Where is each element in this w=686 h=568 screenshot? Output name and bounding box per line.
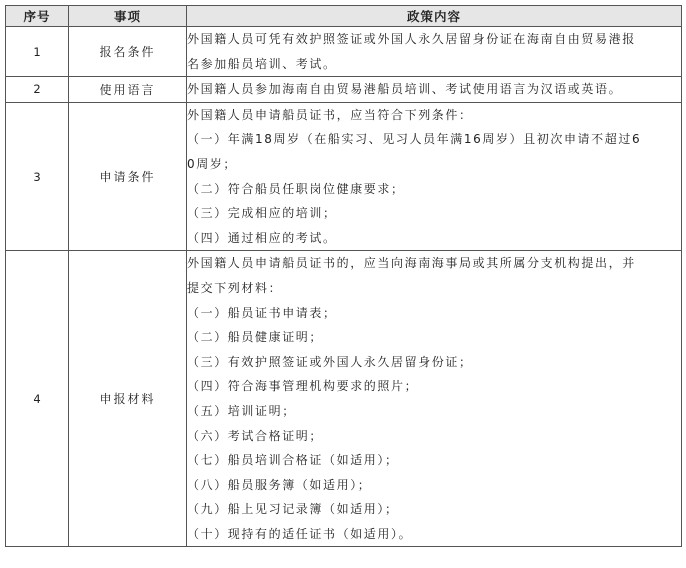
content-line: （五）培训证明；: [187, 403, 296, 418]
row-content: [187, 251, 682, 547]
content-line: （四）通过相应的考试。: [187, 230, 337, 245]
header-item: 事项: [69, 6, 187, 27]
content-line: 外国籍人员申请船员证书的，应当向海南海事局或其所属分支机构提出，并: [187, 256, 636, 271]
row-item: 申报材料: [69, 251, 187, 547]
row-number: 2: [6, 77, 69, 103]
content-line: 外国籍人员可凭有效护照签证或外国人永久居留身份证在海南自由贸易港报: [187, 32, 636, 46]
table-row: [6, 251, 682, 547]
row-number: 1: [6, 27, 69, 77]
content-line: （七）船员培训合格证（如适用）；: [187, 453, 399, 468]
content-line: 外国籍人员参加海南自由贸易港船员培训、考试使用语言为汉语或英语。: [187, 82, 623, 97]
header-no: 序号: [6, 6, 69, 27]
content-line: （一）船员证书申请表；: [187, 305, 337, 320]
content-line: （十）现持有的适任证书（如适用）。: [187, 526, 413, 541]
content-line: 提交下列材料：: [187, 280, 283, 295]
policy-table: [5, 5, 682, 547]
content-line: 外国籍人员申请船员证书，应当符合下列条件：: [187, 107, 473, 122]
content-line: 名参加船员培训、考试。: [187, 56, 337, 71]
content-line: （一）年满18周岁（在船实习、见习人员年满16周岁）且初次申请不超过6: [187, 132, 642, 147]
content-line: 0周岁；: [187, 156, 238, 171]
header-row: [6, 6, 682, 27]
row-item: 使用语言: [69, 77, 187, 103]
table-row: [6, 27, 682, 77]
header-content: 政策内容: [187, 6, 682, 27]
row-number: 3: [6, 102, 69, 251]
row-number: 4: [6, 251, 69, 547]
row-content: [187, 102, 682, 251]
table-row: [6, 102, 682, 251]
content-line: （六）考试合格证明；: [187, 428, 324, 443]
content-line: （九）船上见习记录簿（如适用）；: [187, 502, 399, 517]
row-item: 申请条件: [69, 102, 187, 251]
content-line: （三）有效护照签证或外国人永久居留身份证；: [187, 354, 473, 369]
row-content: [187, 27, 682, 77]
content-line: （二）符合船员任职岗位健康要求；: [187, 181, 405, 196]
content-line: （四）符合海事管理机构要求的照片；: [187, 379, 419, 394]
table-row: [6, 77, 682, 103]
content-line: （三）完成相应的培训；: [187, 206, 337, 221]
row-content: [187, 77, 682, 103]
content-line: （八）船员服务簿（如适用）；: [187, 477, 372, 492]
row-item: 报名条件: [69, 27, 187, 77]
content-line: （二）船员健康证明；: [187, 330, 324, 345]
